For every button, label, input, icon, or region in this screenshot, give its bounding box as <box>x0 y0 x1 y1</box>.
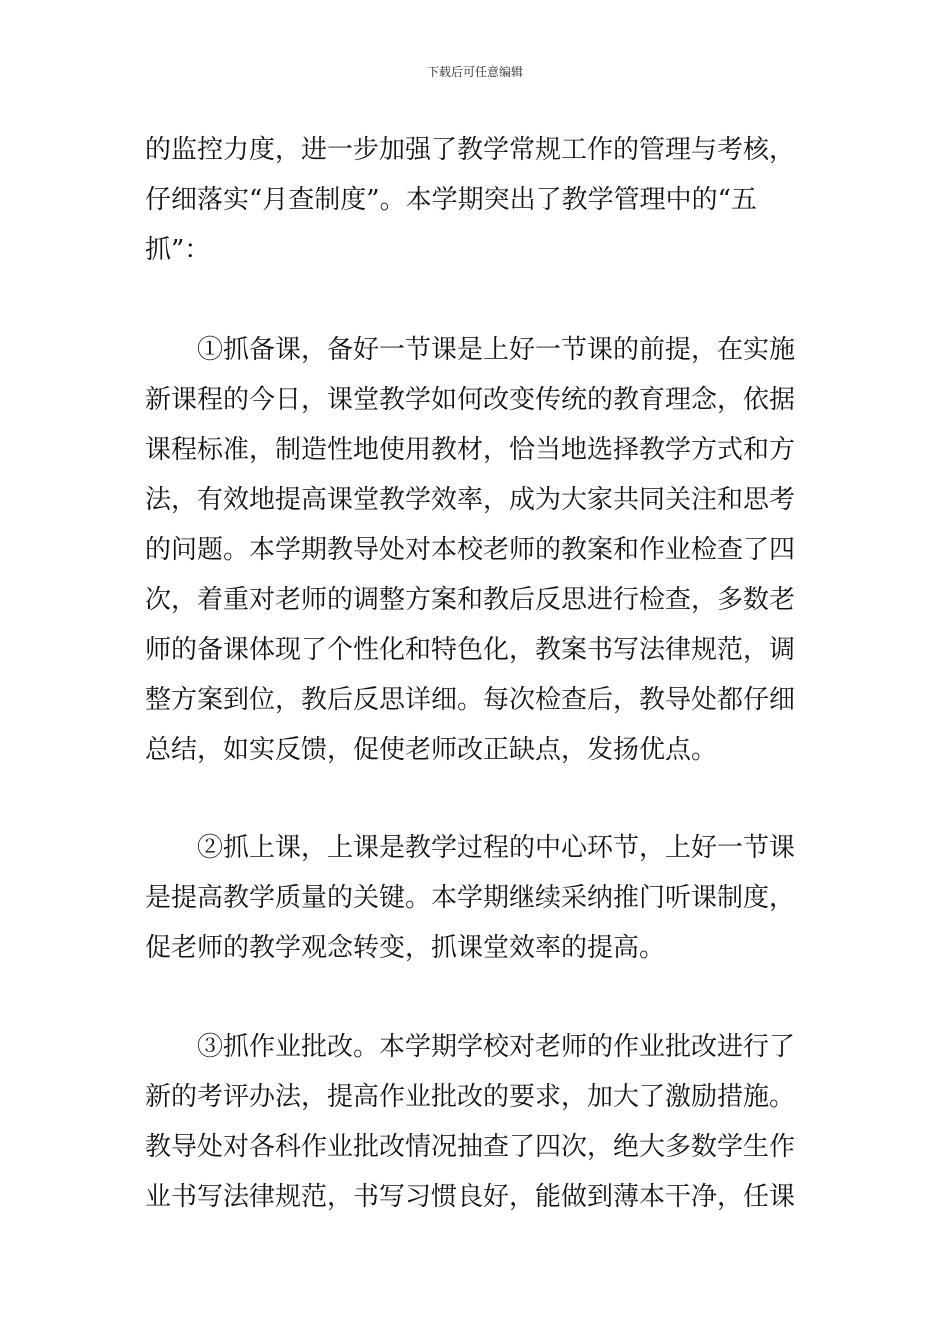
page-header: 下载后可任意编辑 <box>426 65 523 79</box>
text-line: 整方案到位，教后反思详细。每次检查后，教导处都仔细 <box>145 685 796 715</box>
text-line: 业书写法律规范，书写习惯良好，能做到薄本干净，任课 <box>145 1182 796 1212</box>
text-line: 总结，如实反馈，促使老师改正缺点，发扬优点。 <box>145 735 718 765</box>
text-line: 课程标准，制造性地使用教材，恰当地选择教学方式和方 <box>145 435 796 465</box>
text-line: 的监控力度，进一步加强了教学常规工作的管理与考核， <box>145 135 796 165</box>
text-line: 新课程的今日，课堂教学如何改变传统的教育理念，依据 <box>145 385 796 415</box>
text-line: ②抓上课，上课是教学过程的中心环节，上好一节课 <box>197 833 796 863</box>
text-line: ③抓作业批改。本学期学校对老师的作业批改进行了 <box>197 1032 796 1062</box>
text-line: 的问题。本学期教导处对本校老师的教案和作业检查了四 <box>145 535 796 565</box>
text-line: 是提高教学质量的关键。本学期继续采纳推门听课制度， <box>145 883 796 913</box>
text-line: 法，有效地提高课堂教学效率，成为大家共同关注和思考 <box>145 485 796 515</box>
text-line: 教导处对各科作业批改情况抽查了四次，绝大多数学生作 <box>145 1132 796 1162</box>
text-line: ①抓备课，备好一节课是上好一节课的前提，在实施 <box>197 335 796 365</box>
text-line: 抓”： <box>145 235 211 265</box>
text-line: 师的备课体现了个性化和特色化，教案书写法律规范，调 <box>145 635 796 665</box>
text-line: 次，着重对老师的调整方案和教后反思进行检查，多数老 <box>145 585 796 615</box>
text-line: 仔细落实“月查制度”。本学期突出了教学管理中的“五 <box>145 185 757 215</box>
text-line: 新的考评办法，提高作业批改的要求，加大了激励措施。 <box>145 1082 796 1112</box>
text-line: 促老师的教学观念转变，抓课堂效率的提高。 <box>145 933 666 963</box>
